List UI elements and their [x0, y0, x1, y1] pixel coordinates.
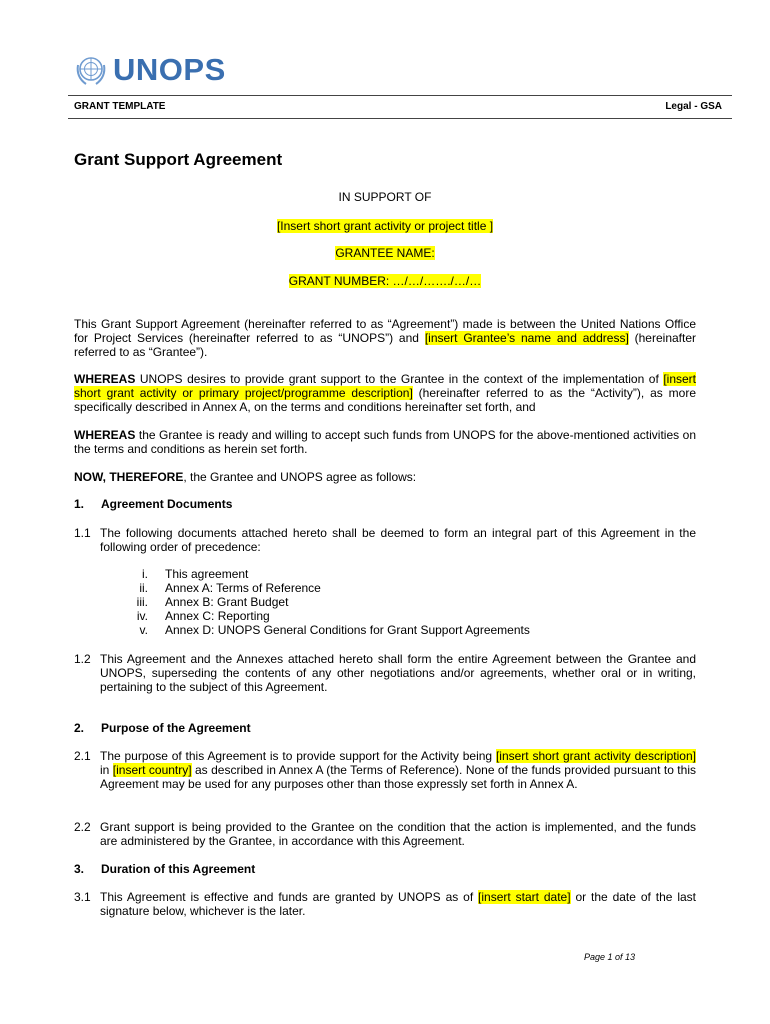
annex-list [125, 567, 530, 637]
intro-paragraph [74, 317, 696, 359]
in-support-of: IN SUPPORT OF [338, 190, 432, 204]
whereas-paragraph-1 [74, 372, 696, 414]
clause-2-1-text-pre: The purpose of this Agreement is to provide support for the Activity being [100, 749, 496, 763]
clause-2-2-text: Grant support is being provided to the Grantee on the condition that the action is implemented, and the funds are administered by the Grantee, in accordance with this Agreement. [100, 820, 696, 848]
list-item [125, 609, 530, 623]
intro-text-post: (hereinafter referred to as “Grantee”). [74, 331, 697, 359]
activity-description-placeholder: [insert short grant activity or primary project/programme description] [74, 372, 696, 400]
clause-3-1-number: 3.1 [74, 890, 91, 904]
list-item [125, 581, 530, 595]
section-1-title: Agreement Documents [101, 497, 233, 511]
clause-1-2-number: 1.2 [74, 652, 91, 666]
list-item-text: This agreement [165, 567, 249, 581]
whereas-1-text-pre: UNOPS desires to provide grant support to the Grantee in the context of the implementation of [135, 372, 664, 386]
section-3-heading [74, 862, 255, 876]
grantee-address-placeholder: [insert Grantee’s name and address] [424, 331, 629, 345]
clause-3-1-text [100, 890, 696, 918]
whereas-2-text: the Grantee is ready and willing to accept such funds from UNOPS for the above-mentioned activities on the terms and conditions as herein set forth. [74, 428, 696, 456]
section-2-number: 2. [74, 721, 85, 735]
list-item-numeral: iv. [136, 609, 148, 623]
list-item [125, 623, 530, 637]
page-number: Page 1 of 13 [584, 952, 636, 962]
section-1-number: 1. [74, 497, 85, 511]
intro-text-pre: This Grant Support Agreement (hereinafter referred to as “Agreement”) made is between the United Nations Office for Project Services (hereinafter referred to as “UNOPS”) and [74, 317, 696, 345]
whereas-1-text-post: (hereinafter referred to as the “Activity”), as more specifically described in Annex A, on the terms and conditions hereinafter set forth, and [74, 386, 697, 414]
header-right-label: Legal - GSA [665, 101, 722, 112]
whereas-2-keyword: WHEREAS [74, 428, 136, 442]
list-item-text: Annex D: UNOPS General Conditions for Grant Support Agreements [165, 623, 530, 637]
document-title: Grant Support Agreement [74, 150, 283, 169]
section-3-title: Duration of this Agreement [101, 862, 256, 876]
list-item-numeral: v. [139, 623, 148, 637]
grant-number-line [0, 274, 770, 288]
section-3-number: 3. [74, 862, 85, 876]
project-title-line [0, 219, 770, 233]
list-item-numeral: ii. [139, 581, 148, 595]
grant-number-placeholder: GRANT NUMBER: …/…/……./…/… [288, 274, 482, 288]
grantee-name-placeholder: GRANTEE NAME: [335, 246, 435, 260]
section-2-title: Purpose of the Agreement [101, 721, 251, 735]
section-2-heading [74, 721, 251, 735]
list-item-numeral: iii. [136, 595, 148, 609]
whereas-paragraph-2 [74, 428, 696, 456]
clause-1-2-text: This Agreement and the Annexes attached hereto shall form the entire Agreement between the Grantee and UNOPS, superseding the contents of any other negotiations and/or agreements, whether oral or in writing, pertaining to the subject of this Agreement. [100, 652, 696, 694]
clause-2-1-text [100, 749, 696, 791]
header-bottom-rule [68, 118, 732, 119]
whereas-1-keyword: WHEREAS [74, 372, 136, 386]
header-left-label: GRANT TEMPLATE [74, 101, 166, 112]
list-item-text: Annex B: Grant Budget [165, 595, 289, 609]
clause-2-1-text-post: as described in Annex A (the Terms of Reference). None of the funds provided pursuant to this Agreement may be used for any purposes other than those expressly set forth in Annex A. [100, 763, 696, 791]
clause-2-1-text-mid: in [100, 763, 113, 777]
grantee-name-line [0, 246, 770, 260]
project-title-placeholder: [Insert short grant activity or project title ] [276, 219, 494, 233]
clause-2-1-number: 2.1 [74, 749, 91, 763]
now-therefore-keyword: NOW, THEREFORE [74, 470, 184, 484]
un-emblem-icon [74, 53, 108, 87]
unops-logo [74, 53, 226, 87]
start-date-placeholder: [insert start date] [478, 890, 571, 904]
clause-3-1-text-post: or the date of the last signature below, whichever is the later. [100, 890, 696, 918]
clause-3-1-text-pre: This Agreement is effective and funds are granted by UNOPS as of [100, 890, 479, 904]
list-item [125, 567, 530, 581]
list-item-text: Annex C: Reporting [165, 609, 270, 623]
section-1-heading [74, 497, 232, 511]
country-placeholder: [insert country] [112, 763, 192, 777]
clause-1-1-number: 1.1 [74, 526, 91, 540]
list-item [125, 595, 530, 609]
clause-2-2-number: 2.2 [74, 820, 91, 834]
clause-1-1-text: The following documents attached hereto shall be deemed to form an integral part of this Agreement in the following order of precedence: [100, 526, 696, 554]
header-top-rule [68, 95, 732, 96]
now-therefore-paragraph [74, 470, 696, 484]
list-item-numeral: i. [142, 567, 148, 581]
logo-wordmark: UNOPS [113, 52, 226, 87]
grant-activity-placeholder: [insert short grant activity description] [495, 749, 696, 763]
list-item-text: Annex A: Terms of Reference [165, 581, 321, 595]
now-therefore-text: , the Grantee and UNOPS agree as follows: [183, 470, 417, 484]
